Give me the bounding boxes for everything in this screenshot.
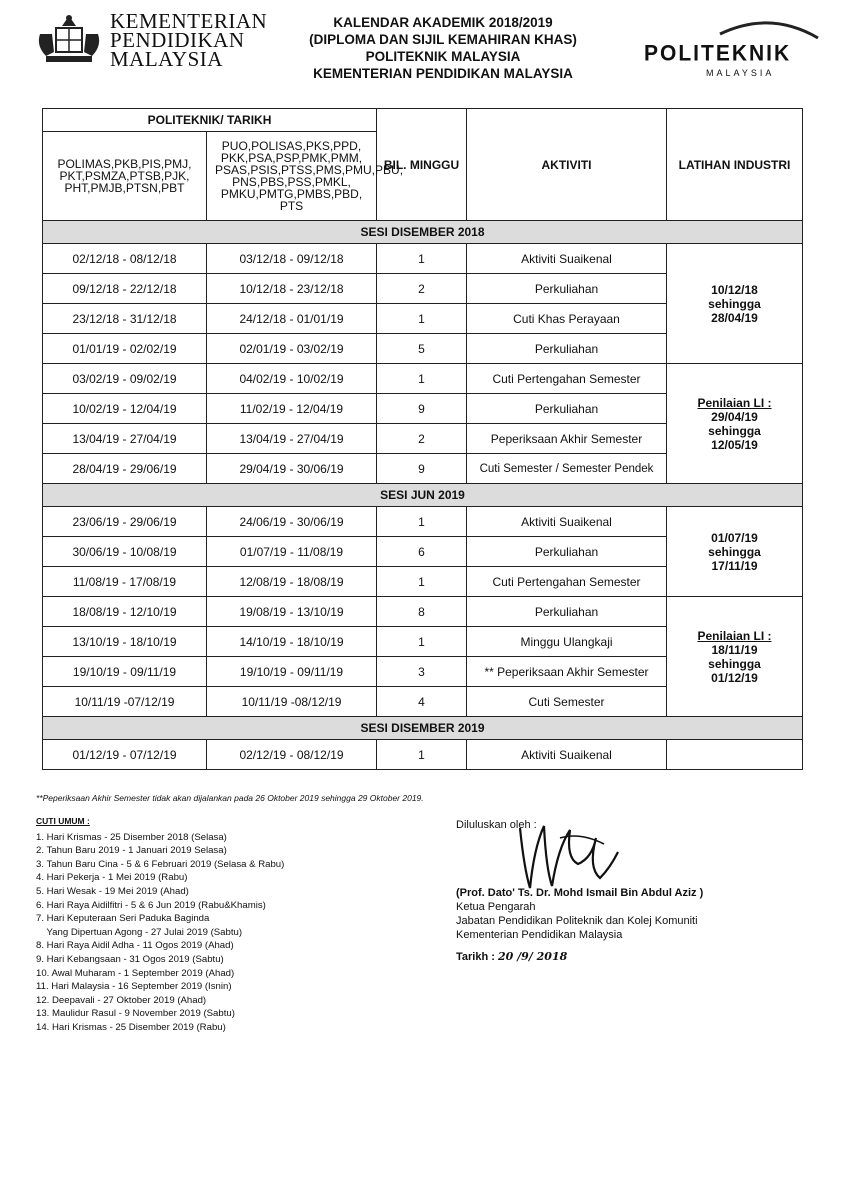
penilaian-li-period [667,597,803,717]
week-count: 8 [377,597,467,627]
page-header [0,0,848,100]
week-count: 1 [377,567,467,597]
holiday-item: 1. Hari Krismas - 25 Disember 2018 (Selasa) [36,831,227,843]
week-count: 1 [377,364,467,394]
holiday-item: 8. Hari Raya Aidil Adha - 11 Ogos 2019 (Ahad) [36,940,234,952]
week-count: 9 [377,454,467,484]
title-line: KALENDAR AKADEMIK 2018/2019 [333,15,553,30]
li-line: sehingga [708,296,761,311]
politeknik-tarikh-header: POLITEKNIK/ TARIKH [43,109,377,132]
approved-by-label: Diluluskan oleh : [456,819,537,831]
date-group-a: 23/12/18 - 31/12/18 [43,304,207,334]
session-title: SESI DISEMBER 2019 [43,717,803,740]
activity: Aktiviti Suaikenal [467,244,667,274]
week-count: 1 [377,304,467,334]
aktiviti-header: AKTIVITI [467,109,667,221]
li-line: 17/11/19 [711,558,758,573]
li-line: 12/05/19 [711,437,758,452]
date-group-a: 01/01/19 - 02/02/19 [43,334,207,364]
malaysia-crest-icon [32,12,106,68]
activity: Peperiksaan Akhir Semester [467,424,667,454]
latihan-industri-period [667,244,803,364]
public-holidays [36,815,284,1035]
activity: Cuti Semester / Semester Pendek [467,454,667,484]
date-group-b: 11/02/19 - 12/04/19 [207,394,377,424]
activity: Cuti Pertengahan Semester [467,364,667,394]
holiday-item: 11. Hari Malaysia - 16 September 2019 (Isnin) [36,981,232,993]
li-line: sehingga [708,656,761,671]
session-title: SESI DISEMBER 2018 [43,221,803,244]
li-line: 18/11/19 [711,642,758,657]
date-group-b: 24/06/19 - 30/06/19 [207,507,377,537]
penilaian-li-period [667,364,803,484]
date-group-b: 12/08/19 - 18/08/19 [207,567,377,597]
week-count: 3 [377,657,467,687]
activity: Perkuliahan [467,597,667,627]
title-line: (DIPLOMA DAN SIJIL KEMAHIRAN KHAS) [309,32,577,47]
politeknik-logo-subtext: MALAYSIA [706,68,775,78]
li-line: 01/12/19 [711,670,758,685]
date-group-a: 30/06/19 - 10/08/19 [43,537,207,567]
polytechnic-group-a: POLIMAS,PKB,PIS,PMJ, PKT,PSMZA,PTSB,PJK, PHT,PMJB,PTSN,PBT [43,132,207,221]
ministry-line: MALAYSIA [110,47,223,71]
week-count: 9 [377,394,467,424]
date-value: 20 /9/ 2018 [497,950,568,963]
date-group-a: 11/08/19 - 17/08/19 [43,567,207,597]
li-line: sehingga [708,423,761,438]
academic-calendar-table [42,108,803,770]
activity: Perkuliahan [467,537,667,567]
document-title [268,14,618,82]
date-group-b: 04/02/19 - 10/02/19 [207,364,377,394]
latihan-industri-period [667,507,803,597]
date-group-b: 01/07/19 - 11/08/19 [207,537,377,567]
holiday-item: 6. Hari Raya Aidilfitri - 5 & 6 Jun 2019 (Rabu&Khamis) [36,899,266,911]
date-group-a: 19/10/19 - 09/11/19 [43,657,207,687]
activity: Perkuliahan [467,334,667,364]
date-group-b: 02/01/19 - 03/02/19 [207,334,377,364]
week-count: 1 [377,507,467,537]
date-group-a: 13/04/19 - 27/04/19 [43,424,207,454]
week-count: 4 [377,687,467,717]
date-group-b: 19/10/19 - 09/11/19 [207,657,377,687]
activity: Cuti Pertengahan Semester [467,567,667,597]
activity: Aktiviti Suaikenal [467,740,667,770]
ministry-line: PENDIDIKAN [110,28,245,52]
activity: Perkuliahan [467,274,667,304]
week-count: 6 [377,537,467,567]
date-group-b: 03/12/18 - 09/12/18 [207,244,377,274]
approver-name: (Prof. Dato' Ts. Dr. Mohd Ismail Bin Abdul Aziz ) [456,887,704,899]
date-group-a: 18/08/19 - 12/10/19 [43,597,207,627]
li-line: Penilaian LI : [697,628,772,643]
exam-footnote: **Peperiksaan Akhir Semester tidak akan dijalankan pada 26 Oktober 2019 sehingga 29 Oktober 2019. [36,793,424,803]
polytechnic-group-b: PUO,POLISAS,PKS,PPD, PKK,PSA,PSP,PMK,PMM, PSAS,PSIS,PTSS,PMS,PMU,PBU, PNS,PBS,PSS,PMKL, PMKU,PMTG,PMBS,PBD, PTS [207,132,377,221]
activity: Aktiviti Suaikenal [467,507,667,537]
li-line: Penilaian LI : [697,395,772,410]
bil-minggu-header: BIL. MINGGU [377,109,467,221]
week-count: 2 [377,274,467,304]
date-group-a: 23/06/19 - 29/06/19 [43,507,207,537]
holiday-item: 9. Hari Kebangsaan - 31 Ogos 2019 (Sabtu) [36,953,224,965]
li-line: 01/07/19 [711,530,758,545]
week-count: 2 [377,424,467,454]
politeknik-logo-text: POLITEKNIK [644,41,792,66]
holidays-heading: CUTI UMUM : [36,816,90,826]
title-line: POLITEKNIK MALAYSIA [365,49,521,64]
li-line: 29/04/19 [711,409,758,424]
holiday-item: 3. Tahun Baru Cina - 5 & 6 Februari 2019 (Selasa & Rabu) [36,858,285,870]
holiday-item: Yang Dipertuan Agong - 27 Julai 2019 (Sabtu) [36,926,243,938]
approver-department: Jabatan Pendidikan Politeknik dan Kolej Komuniti [456,915,698,927]
date-group-b: 02/12/19 - 08/12/19 [207,740,377,770]
li-line: sehingga [708,544,761,559]
title-line: KEMENTERIAN PENDIDIKAN MALAYSIA [313,66,573,81]
date-group-b: 29/04/19 - 30/06/19 [207,454,377,484]
week-count: 1 [377,740,467,770]
activity: Minggu Ulangkaji [467,627,667,657]
week-count: 1 [377,627,467,657]
activity: Cuti Semester [467,687,667,717]
holiday-item: 4. Hari Pekerja - 1 Mei 2019 (Rabu) [36,872,188,884]
holiday-item: 13. Maulidur Rasul - 9 November 2019 (Sabtu) [36,1008,235,1020]
holiday-item: 7. Hari Keputeraan Seri Paduka Baginda [36,913,210,925]
approval-block [456,818,703,964]
li-line: 28/04/19 [711,310,758,325]
holiday-item: 10. Awal Muharam - 1 September 2019 (Ahad) [36,967,235,979]
session-title: SESI JUN 2019 [43,484,803,507]
date-label: Tarikh : [456,951,495,963]
holiday-item: 14. Hari Krismas - 25 Disember 2019 (Rabu) [36,1021,226,1033]
holiday-item: 12. Deepavali - 27 Oktober 2019 (Ahad) [36,994,207,1006]
ministry-line: KEMENTERIAN [110,9,268,33]
activity: ** Peperiksaan Akhir Semester [467,657,667,687]
date-group-a: 10/11/19 -07/12/19 [43,687,207,717]
week-count: 1 [377,244,467,274]
date-group-a: 02/12/18 - 08/12/18 [43,244,207,274]
date-group-b: 24/12/18 - 01/01/19 [207,304,377,334]
approver-ministry: Kementerian Pendidikan Malaysia [456,929,623,941]
holiday-item: 5. Hari Wesak - 19 Mei 2019 (Ahad) [36,885,189,897]
approver-role: Ketua Pengarah [456,901,536,913]
activity: Perkuliahan [467,394,667,424]
date-group-a: 01/12/19 - 07/12/19 [43,740,207,770]
week-count: 5 [377,334,467,364]
date-group-a: 09/12/18 - 22/12/18 [43,274,207,304]
latihan-industri-empty [667,740,803,770]
ministry-name [110,9,268,71]
date-group-b: 10/12/18 - 23/12/18 [207,274,377,304]
date-group-b: 13/04/19 - 27/04/19 [207,424,377,454]
date-group-b: 14/10/19 - 18/10/19 [207,627,377,657]
date-group-a: 10/02/19 - 12/04/19 [43,394,207,424]
li-line: 10/12/18 [711,282,758,297]
latihan-industri-header: LATIHAN INDUSTRI [667,109,803,221]
date-group-b: 19/08/19 - 13/10/19 [207,597,377,627]
approval-date [456,950,703,964]
date-group-b: 10/11/19 -08/12/19 [207,687,377,717]
date-group-a: 03/02/19 - 09/02/19 [43,364,207,394]
activity: Cuti Khas Perayaan [467,304,667,334]
holiday-item: 2. Tahun Baru 2019 - 1 Januari 2019 Selasa) [36,845,227,857]
date-group-a: 13/10/19 - 18/10/19 [43,627,207,657]
date-group-a: 28/04/19 - 29/06/19 [43,454,207,484]
